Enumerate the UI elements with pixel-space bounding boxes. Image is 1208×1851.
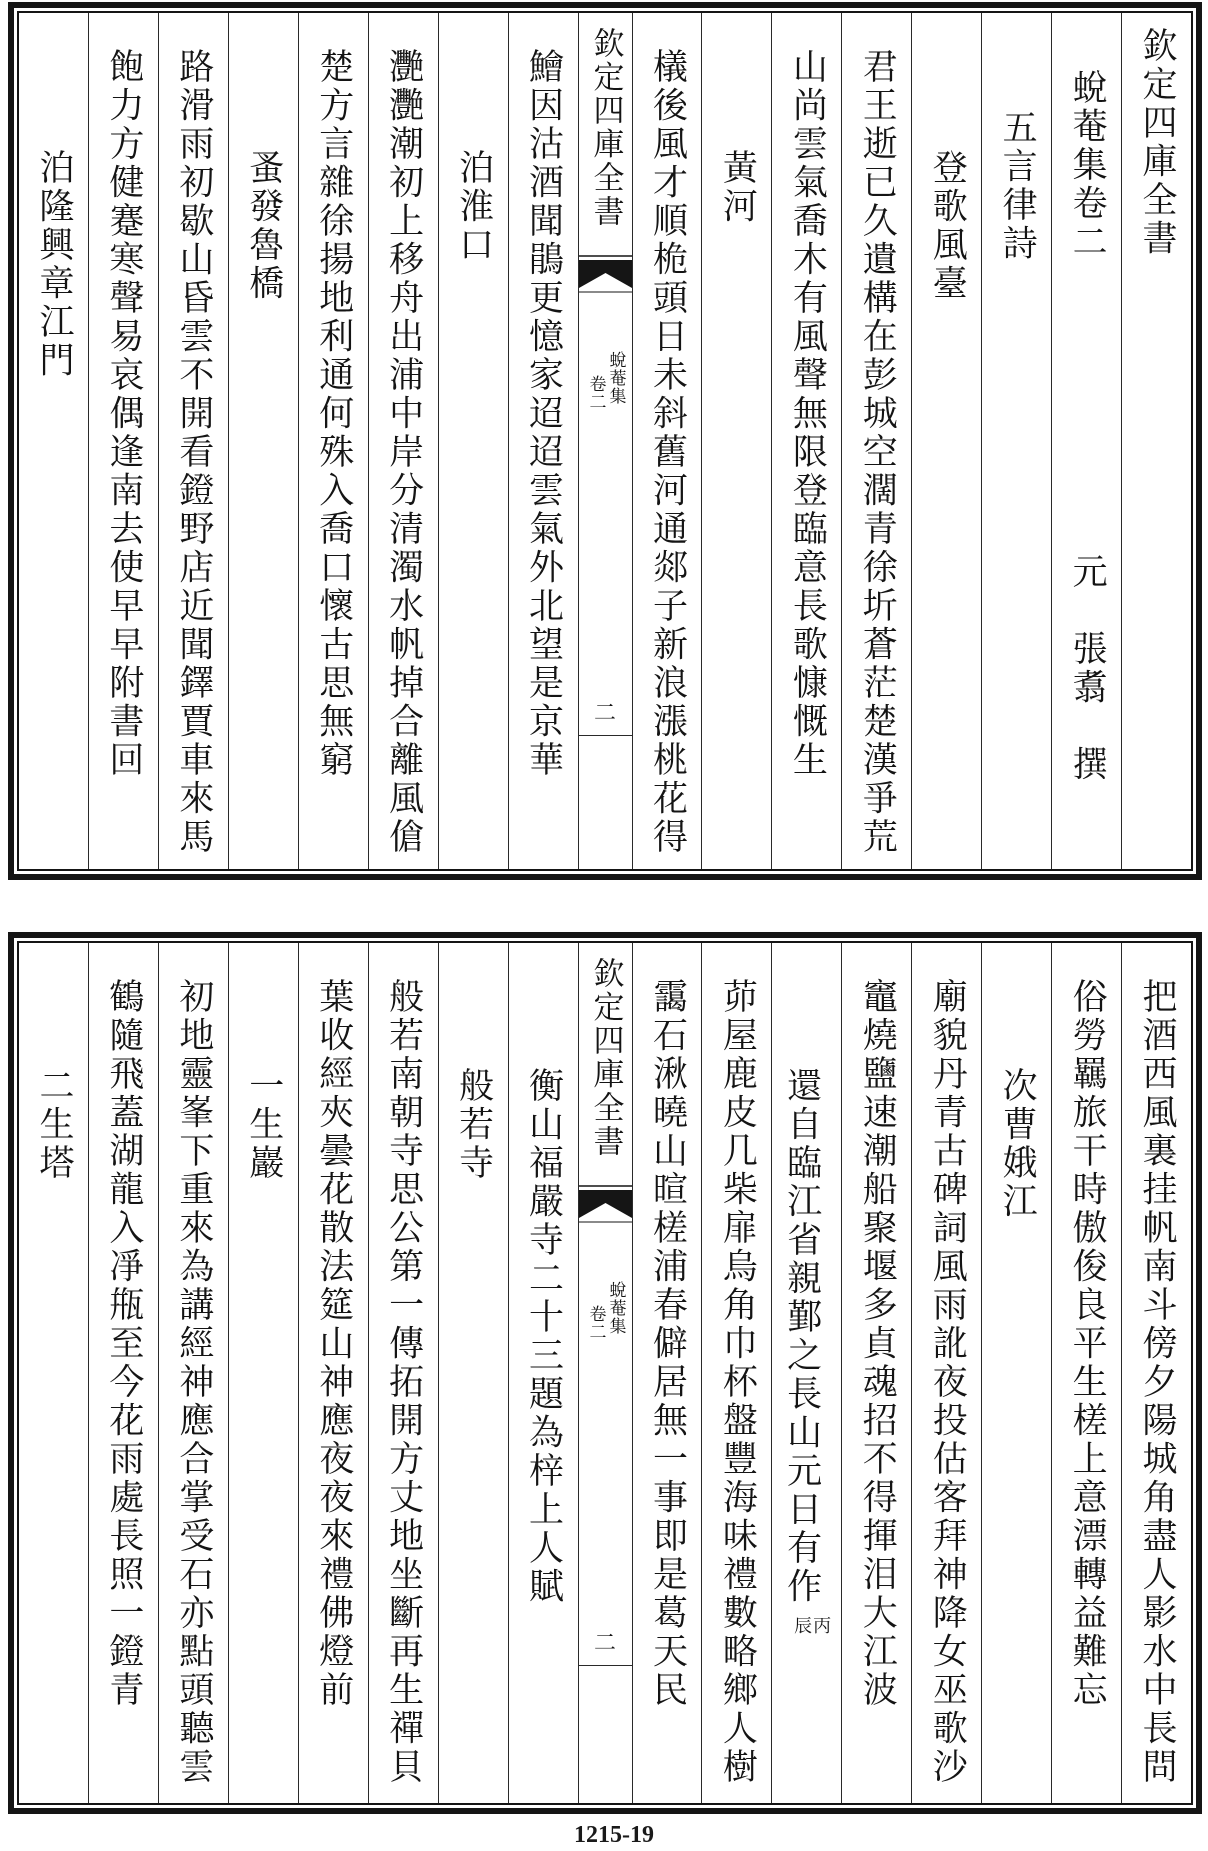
poem-line: 初地靈峯下重來為講經神應合掌受石亦點頭聽雲: [173, 978, 214, 1787]
poem-line: 俗勞羈旅干時傲俊良平生槎上意漂轉益難忘: [1067, 978, 1108, 1710]
column: [368, 13, 438, 869]
poem-line: 飽力方健蹇寒聲易哀偶逢南去使早早附書回: [103, 48, 144, 780]
column: [438, 943, 508, 1803]
column: [158, 13, 228, 869]
poem-line: 靄石湫曉山暄槎浦春僻居無一事即是葛天民: [647, 978, 688, 1710]
fold-book-name: 蛻菴集: [605, 351, 626, 405]
column: [701, 13, 771, 869]
column: [911, 943, 981, 1803]
poem-line: 山尚雲氣喬木有風聲無限登臨意長歌慷慨生: [787, 48, 828, 780]
column: [771, 943, 841, 1803]
fold-volume: 卷二: [585, 375, 606, 411]
poem-line: 鱠因沽酒聞鵑更憶家迢迢雲氣外北望是京華: [523, 48, 564, 780]
page-panel-bottom: [8, 932, 1202, 1814]
fold-rule: [579, 1665, 632, 1666]
column: [771, 13, 841, 869]
page-panel-top: [8, 2, 1202, 880]
poem-title: 次曹娥江: [997, 1067, 1038, 1221]
fold-collection-title: 欽定四庫全書: [587, 27, 624, 229]
poem-title: 泊淮口: [453, 149, 494, 265]
volume-title: 蛻菴集卷二: [1067, 69, 1108, 262]
poem-line: 檥後風才順桅頭日未斜舊河通郯子新浪漲桃花得: [647, 48, 688, 857]
column: [438, 13, 508, 869]
collection-title: 欽定四庫全書: [1137, 27, 1178, 258]
poem-line: 般若南朝寺思公第一傳拓開方丈地坐斷再生禪貝: [383, 978, 424, 1787]
fold-title-wrap: [579, 27, 632, 229]
poem-line: 君王逝已久遺構在彭城空濶青徐圻蒼茫楚漢爭荒: [857, 48, 898, 857]
column: [1051, 13, 1121, 869]
poem-title: 衡山福嚴寺二十三題為梓上人賦: [523, 1067, 564, 1606]
page-number-footer: 1215-19: [574, 1822, 654, 1848]
fold-margin: [578, 943, 632, 1803]
poem-title: 蚤發魯橋: [243, 149, 284, 303]
column: [508, 943, 578, 1803]
column: [632, 943, 702, 1803]
poem-title: 泊隆興章江門: [33, 149, 74, 380]
column: [1121, 943, 1191, 1803]
column: [981, 13, 1051, 869]
column: [88, 13, 158, 869]
fold-book-name: 蛻菴集: [605, 1281, 626, 1335]
column: [841, 13, 911, 869]
poem-line: 楚方言雜徐揚地利通何殊入喬口懷古思無窮: [313, 48, 354, 780]
fold-page-number: 二: [593, 1631, 616, 1656]
panel-frame: [17, 11, 1193, 871]
poem-line: 葉收經夾曇花散法筵山神應夜夜來禮佛燈前: [313, 978, 354, 1710]
column: [841, 943, 911, 1803]
fold-collection-title: 欽定四庫全書: [587, 957, 624, 1159]
fold-volume: 卷二: [585, 1305, 606, 1341]
column: [19, 13, 88, 869]
fold-title-wrap: [579, 957, 632, 1159]
column: [19, 943, 88, 1803]
column: [701, 943, 771, 1803]
poem-title: 二生塔: [33, 1067, 74, 1183]
column: [981, 943, 1051, 1803]
poem-title: 黃河: [717, 149, 758, 226]
column: [1121, 13, 1191, 869]
column: [632, 13, 702, 869]
column: [228, 13, 298, 869]
fold-small-text: [579, 351, 632, 411]
poem-line: 把酒西風裏挂帆南斗傍夕陽城角盡人影水中長問: [1137, 978, 1178, 1787]
column: [298, 13, 368, 869]
fishtail-mark-icon: [579, 255, 632, 293]
panel-frame: [17, 941, 1193, 1805]
genre-heading: 五言律詩: [997, 109, 1038, 263]
poem-title: 一生巖: [243, 1067, 284, 1183]
poem-title-wrap: [781, 1067, 832, 1635]
column: [508, 13, 578, 869]
poem-title: 還自臨江省親鄞之長山元日有作: [781, 1067, 822, 1606]
fishtail-mark-icon: [579, 1185, 632, 1223]
author-line: 元 張翥 撰: [1067, 553, 1108, 784]
fold-rule: [579, 735, 632, 736]
poem-title: 般若寺: [453, 1067, 494, 1183]
fold-small-text: [579, 1281, 632, 1341]
poem-date-note: 丙辰: [791, 1616, 832, 1634]
column: [911, 13, 981, 869]
poem-line: 廟貌丹青古碑詞風雨訛夜投估客拜神降女巫歌沙: [927, 978, 968, 1787]
poem-line: 灧灧潮初上移舟出浦中岸分清濁水帆掉合離風傖: [383, 48, 424, 857]
column: [228, 943, 298, 1803]
column: [1051, 943, 1121, 1803]
poem-line: 路滑雨初歇山昏雲不開看鐙野店近聞鐸賈車來馬: [173, 48, 214, 857]
poem-line: 竈燒鹽速潮船聚堰多貞魂招不得揮泪大江波: [857, 978, 898, 1710]
column: [88, 943, 158, 1803]
fold-page-number: 二: [593, 701, 616, 726]
poem-title: 登歌風臺: [927, 149, 968, 303]
poem-line: 茆屋鹿皮几柴扉烏角巾杯盤豐海味禮數略鄉人樹: [717, 978, 758, 1787]
column: [298, 943, 368, 1803]
fold-margin: [578, 13, 632, 869]
poem-line: 鶴隨飛蓋湖龍入凈甁至今花雨處長照一鐙青: [103, 978, 144, 1710]
column: [158, 943, 228, 1803]
column: [368, 943, 438, 1803]
